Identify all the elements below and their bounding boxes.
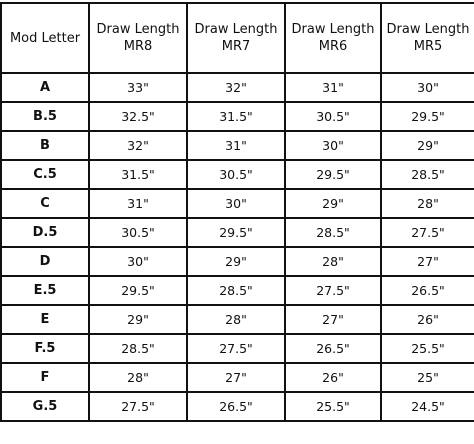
header-mr8: Draw Length MR8 (89, 3, 187, 73)
cell-mr7: 27" (187, 363, 285, 392)
table-row (1, 334, 474, 363)
cell-mr6: 26" (285, 363, 381, 392)
cell-mod-letter: A (1, 73, 89, 102)
cell-mr5: 25" (381, 363, 474, 392)
cell-mr5: 30" (381, 73, 474, 102)
cell-mod-letter: B.5 (1, 102, 89, 131)
cell-mod-letter: D (1, 247, 89, 276)
cell-mr7: 29" (187, 247, 285, 276)
cell-mr8: 28.5" (89, 334, 187, 363)
cell-mr7: 31.5" (187, 102, 285, 131)
cell-mr6: 30" (285, 131, 381, 160)
cell-mr5: 24.5" (381, 392, 474, 421)
cell-mr8: 32" (89, 131, 187, 160)
cell-mr7: 28" (187, 305, 285, 334)
cell-mod-letter: F (1, 363, 89, 392)
cell-mr8: 30.5" (89, 218, 187, 247)
table-row (1, 189, 474, 218)
table-row (1, 73, 474, 102)
header-row (1, 3, 474, 73)
cell-mr6: 30.5" (285, 102, 381, 131)
cell-mr6: 29" (285, 189, 381, 218)
cell-mod-letter: E.5 (1, 276, 89, 305)
table-row (1, 276, 474, 305)
cell-mod-letter: C (1, 189, 89, 218)
cell-mr7: 26.5" (187, 392, 285, 421)
cell-mr7: 32" (187, 73, 285, 102)
cell-mr5: 25.5" (381, 334, 474, 363)
cell-mr5: 26.5" (381, 276, 474, 305)
cell-mod-letter: E (1, 305, 89, 334)
cell-mr8: 30" (89, 247, 187, 276)
table-row (1, 305, 474, 334)
cell-mod-letter: B (1, 131, 89, 160)
cell-mr5: 29" (381, 131, 474, 160)
table-row (1, 102, 474, 131)
cell-mr5: 28.5" (381, 160, 474, 189)
cell-mr7: 29.5" (187, 218, 285, 247)
table-body (1, 73, 474, 421)
header-mr7: Draw Length MR7 (187, 3, 285, 73)
cell-mr6: 28" (285, 247, 381, 276)
header-mr6: Draw Length MR6 (285, 3, 381, 73)
cell-mr5: 29.5" (381, 102, 474, 131)
cell-mr8: 29.5" (89, 276, 187, 305)
cell-mr7: 30.5" (187, 160, 285, 189)
table-row (1, 392, 474, 421)
table-row (1, 247, 474, 276)
cell-mr5: 26" (381, 305, 474, 334)
table-row (1, 131, 474, 160)
cell-mr8: 28" (89, 363, 187, 392)
cell-mr6: 28.5" (285, 218, 381, 247)
cell-mr6: 31" (285, 73, 381, 102)
draw-length-table (0, 2, 474, 422)
header-mod-letter: Mod Letter (1, 3, 89, 73)
header-mr5: Draw Length MR5 (381, 3, 474, 73)
cell-mr6: 27.5" (285, 276, 381, 305)
cell-mr8: 29" (89, 305, 187, 334)
cell-mr8: 31.5" (89, 160, 187, 189)
cell-mr5: 27.5" (381, 218, 474, 247)
cell-mr6: 27" (285, 305, 381, 334)
cell-mr6: 26.5" (285, 334, 381, 363)
cell-mr6: 29.5" (285, 160, 381, 189)
cell-mr8: 27.5" (89, 392, 187, 421)
cell-mr5: 28" (381, 189, 474, 218)
table-row (1, 218, 474, 247)
cell-mr8: 32.5" (89, 102, 187, 131)
cell-mr6: 25.5" (285, 392, 381, 421)
table-row (1, 363, 474, 392)
cell-mr8: 33" (89, 73, 187, 102)
cell-mr7: 30" (187, 189, 285, 218)
cell-mr5: 27" (381, 247, 474, 276)
cell-mr7: 31" (187, 131, 285, 160)
cell-mod-letter: F.5 (1, 334, 89, 363)
cell-mod-letter: G.5 (1, 392, 89, 421)
cell-mr7: 27.5" (187, 334, 285, 363)
cell-mod-letter: C.5 (1, 160, 89, 189)
cell-mr8: 31" (89, 189, 187, 218)
table-row (1, 160, 474, 189)
cell-mod-letter: D.5 (1, 218, 89, 247)
cell-mr7: 28.5" (187, 276, 285, 305)
